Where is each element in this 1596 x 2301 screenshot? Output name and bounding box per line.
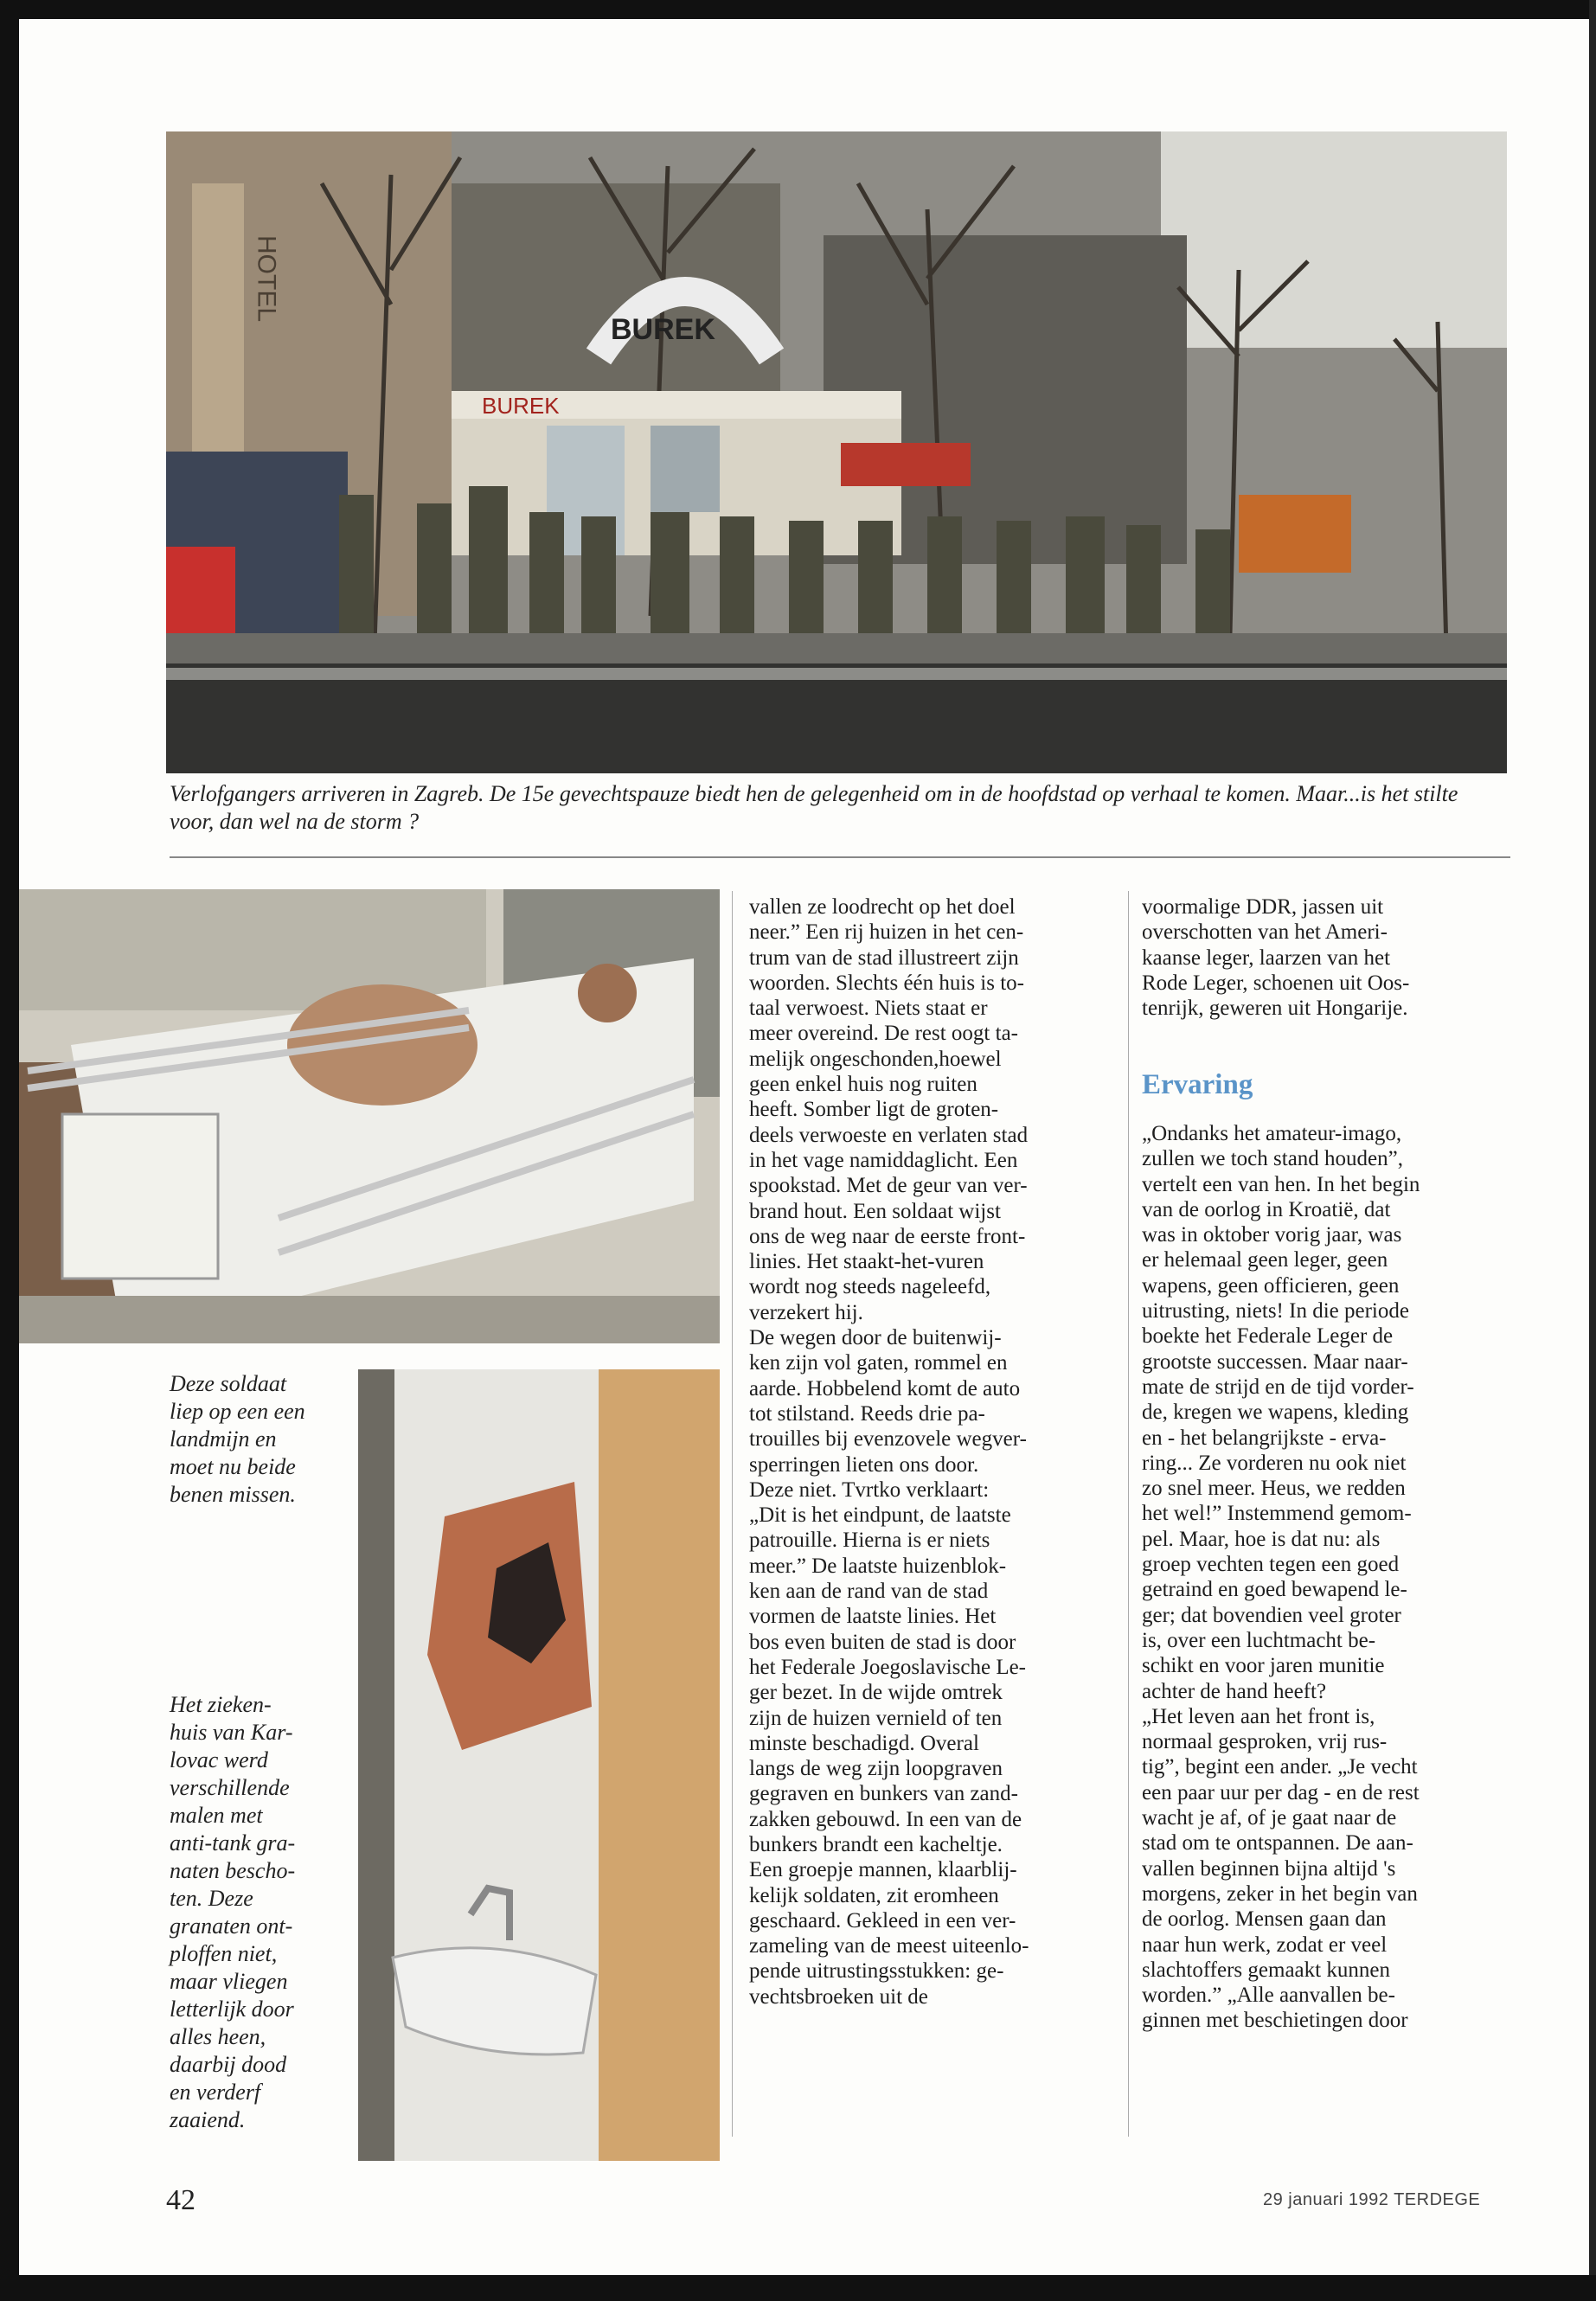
article-column-2-bottom: „Ondanks het amateur-imago, zullen we toch stand houden”, vertelt een van hen. In het begin van de oorlog in Kroatië, dat was in oktober vorig jaar, was er helemaal geen leger, geen wapens, geen officieren, geen uitrusting, niets! In die periode boekte het Federale Leger de grootste successen. Maar naar- mate de strijd en de tijd vorder- de, kregen we wapens, kleding en - het belangrijkste - erva- ring... Ze vorderen nu ook niet zo snel meer. Heus, we redden het wel!” Instemmend gemom- pel. Maar, hoe is dat nu: als groep vechten tegen een goed getraind en goed bewapend le- ger; dat bovendien veel groter is, over een luchtmacht be- schikt en voor jaren munitie achter de hand heeft? „Het leven aan het front is, normaal gesproken, vrij rus- tig”, begint een ander. „Je vecht een paar uur per dag - en de rest wacht je af, of je gaat naar de stad om te ontspannen. De aan- vallen beginnen bijna altijd 's morgens, zeker in het begin van de oorlog. Mensen gaan dan naar hun werk, zodat er veel slachtoffers gemaakt kunnen worden.” „Alle aanvallen be- ginnen met beschietingen door: [1142, 1122, 1420, 2033]
page-number: 42: [166, 2184, 195, 2216]
page-frame-top: [0, 0, 1596, 19]
page-frame-bottom: [0, 2275, 1596, 2301]
article-column-1: vallen ze loodrecht op het doel neer.” Een rij huizen in het cen- trum van de stad illustreert zijn woorden. Slechts één huis is to- taal verwoest. Niets staat er meer overeind. De rest oogt ta- melijk ongeschonden,hoewel geen enkel huis nog ruiten heeft. Somber ligt de groten- deels verwoeste en verlaten stad in het vage namiddaglicht. Een spookstad. Met de geur van ver- brand hout. Een soldaat wijst ons de weg naar de eerste front- linies. Het staakt-het-vuren wordt nog steeds nageleefd, verzekert hij. De wegen door de buitenwij- ken zijn vol gaten, rommel en aarde. Hobbelend komt de auto tot stilstand. Reeds drie pa- trouilles bij evenzovele wegver- sperringen lieten ons door. Deze niet. Tvrtko verklaart: „Dit is het eindpunt, de laatste patrouille. Hierna is er niets meer.” De laatste huizenblok- ken aan de rand van de stad vormen de laatste linies. Het bos even buiten de stad is door het Federale Joegoslavische Le- ger bezet. In de wijde omtrek zijn de huizen vernield of ten minste beschadigd. Overal langs de weg zijn loopgraven gegraven en bunkers van zand- zakken gebouwd. In een van de bunkers brandt een kacheltje. Een groepje mannen, klaarblij- kelijk soldaten, zit eromheen geschaard. Gekleed in een ver- zameling van de meest uiteenlo- pende uitrustingsstukken: ge- vechtsbroeken uit de: [749, 895, 1029, 2009]
hotel-sign: HOTEL: [252, 235, 281, 323]
hospital-caption: Het zieken- huis van Kar- lovac werd verschillende malen met anti-tank gra- naten bescho- ten. Deze granaten ont- ploffen niet, maar vliegen letterlijk door alles heen, daarbij dood en verderf zaaiend.: [170, 1692, 296, 2132]
article-column-2-top: voormalige DDR, jassen uit overschotten van het Ameri- kaanse leger, laarzen van het Rode Leger, schoenen uit Oos- tenrijk, geweren uit Hongarije.: [1142, 895, 1410, 1021]
hospital-bed-photo: [19, 889, 720, 1343]
page-frame-right: [1589, 0, 1596, 2301]
top-photo-caption: Verlofgangers arriveren in Zagreb. De 15e gevechtspauze biedt hen de gelegenheid om in de hoofdstad op verhaal te komen. Maar...is het stilte voor, dan wel na de storm ?: [170, 781, 1458, 834]
zagreb-street-photo: [166, 131, 1507, 773]
damaged-wall-sink-photo: [358, 1369, 720, 2161]
section-heading: Ervaring: [1142, 1069, 1253, 1100]
burek-kiosk-sign: BUREK: [482, 393, 560, 419]
burek-arch-sign: BUREK: [611, 313, 715, 346]
section-divider: [170, 856, 1510, 858]
page-frame-left: [0, 0, 19, 2301]
soldier-caption: Deze soldaat liep op een een landmijn en moet nu beide benen missen.: [170, 1371, 305, 1507]
publication-date-footer: 29 januari 1992 TERDEGE: [1263, 2190, 1481, 2209]
column-rule-2: [1128, 891, 1129, 2137]
column-rule-1: [732, 891, 733, 2137]
